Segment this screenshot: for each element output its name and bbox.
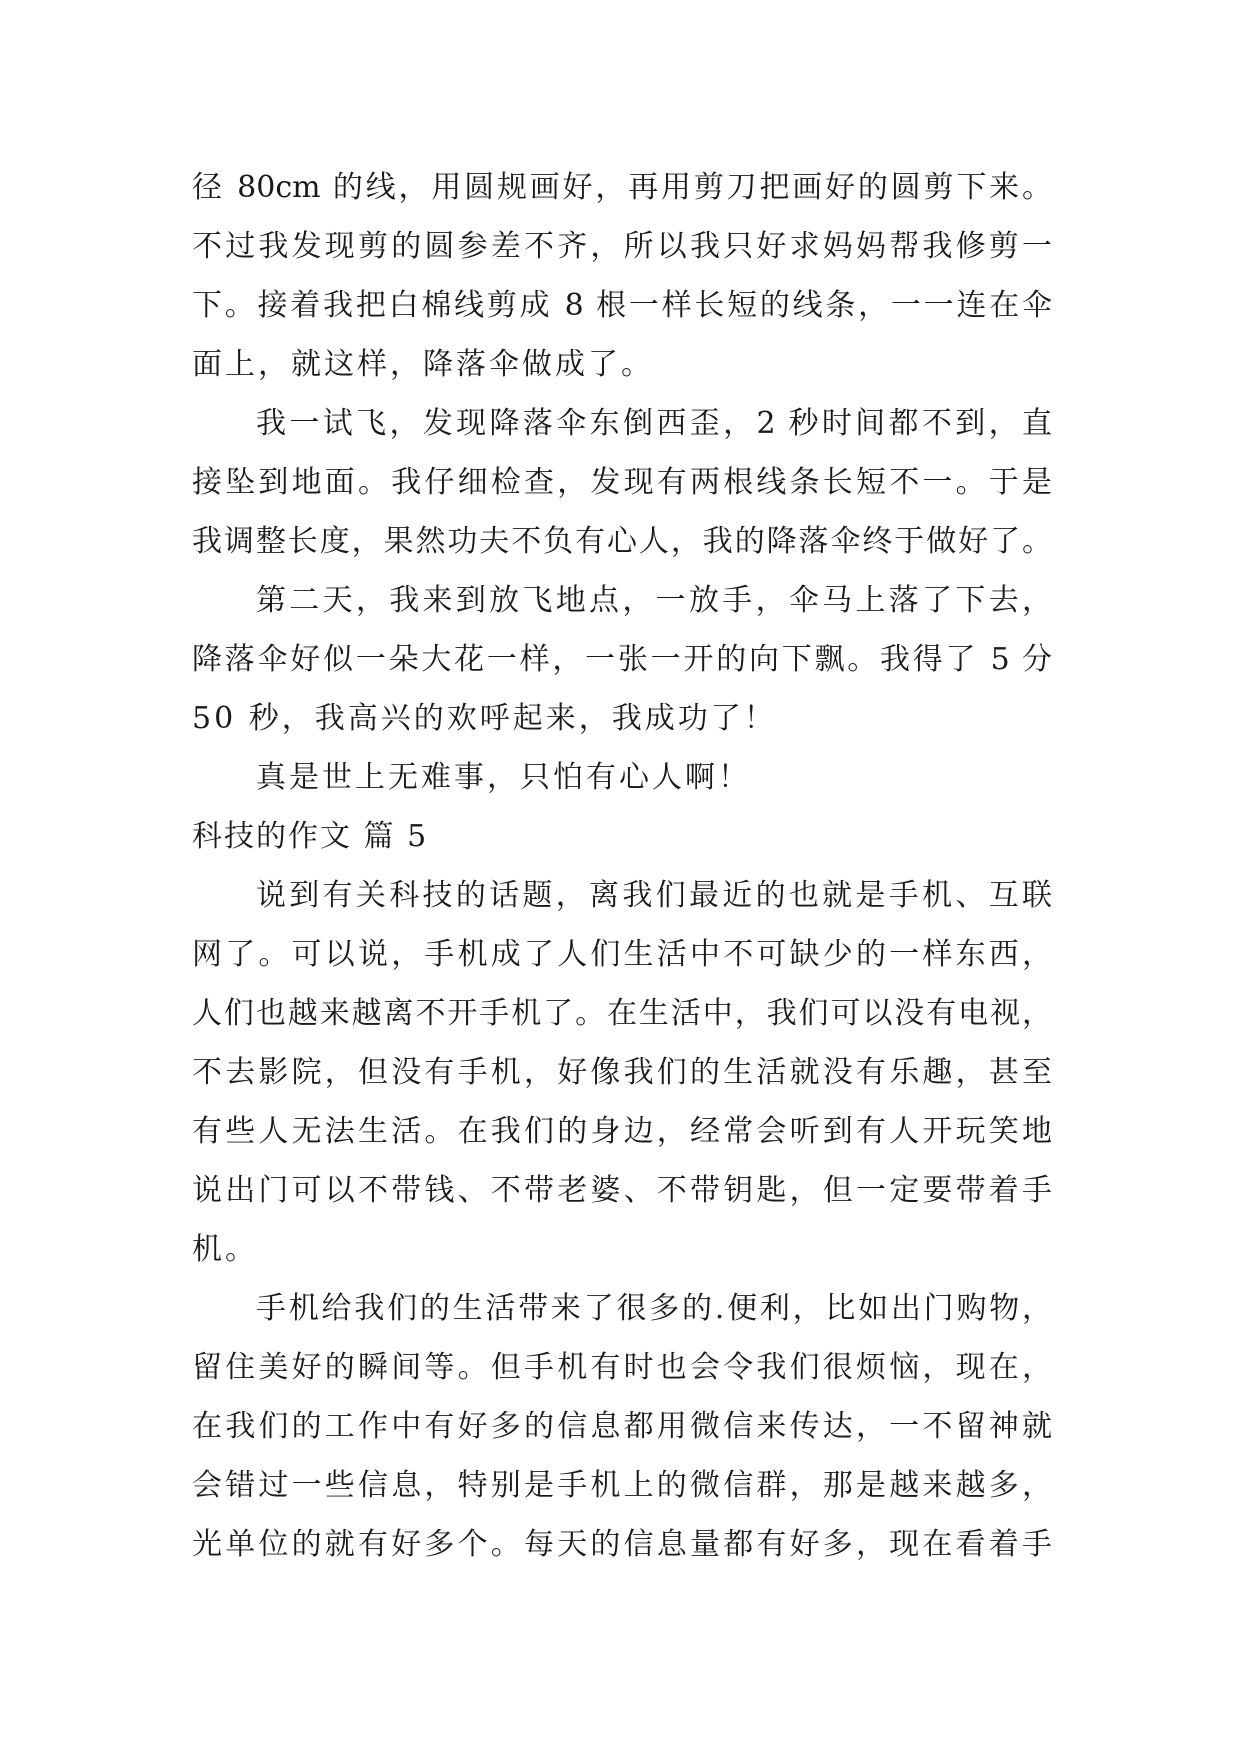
paragraph-start-line: 真是世上无难事，只怕有心人啊！ — [256, 760, 751, 795]
text-line: 面上，就这样，降落伞做成了。 — [192, 347, 654, 382]
text-line: 会错过一些信息，特别是手机上的微信群，那是越来越多， — [192, 1468, 1052, 1503]
text-line: 不过我发现剪的圆参差不齐，所以我只好求妈妈帮我修剪一 — [192, 229, 1052, 264]
text-line: 降落伞好似一朵大花一样，一张一开的向下飘。我得了 5 分 — [192, 642, 1052, 677]
text-line: 下。接着我把白棉线剪成 8 根一样长短的线条，一一连在伞 — [192, 288, 1052, 323]
text-line: 我调整长度，果然功夫不负有心人，我的降落伞终于做好了。 — [192, 524, 1052, 559]
text-line: 留住美好的瞬间等。但手机有时也会令我们很烦恼，现在， — [192, 1350, 1052, 1385]
text-line: 在我们的工作中有好多的信息都用微信来传达，一不留神就 — [192, 1409, 1052, 1444]
text-line: 径 80cm 的线，用圆规画好，再用剪刀把画好的圆剪下来。 — [192, 170, 1052, 205]
text-line: 有些人无法生活。在我们的身边，经常会听到有人开玩笑地 — [192, 1114, 1052, 1149]
text-line: 人们也越来越离不开手机了。在生活中，我们可以没有电视， — [192, 996, 1052, 1031]
paragraph-start-line: 手机给我们的生活带来了很多的.便利，比如出门购物， — [256, 1291, 1052, 1326]
text-line: 说出门可以不带钱、不带老婆、不带钥匙，但一定要带着手 — [192, 1173, 1052, 1208]
paragraph-start-line: 第二天，我来到放飞地点，一放手，伞马上落了下去， — [256, 583, 1052, 618]
text-line: 机。 — [192, 1232, 258, 1267]
text-line: 光单位的就有好多个。每天的信息量都有好多，现在看着手 — [192, 1527, 1052, 1562]
text-line: 接坠到地面。我仔细检查，发现有两根线条长短不一。于是 — [192, 465, 1052, 500]
document-body — [192, 158, 1052, 1574]
text-line: 不去影院，但没有手机，好像我们的生活就没有乐趣，甚至 — [192, 1055, 1052, 1090]
paragraph-start-line: 我一试飞，发现降落伞东倒西歪，2 秒时间都不到，直 — [256, 406, 1052, 441]
text-line: 网了。可以说，手机成了人们生活中不可缺少的一样东西， — [192, 937, 1052, 972]
paragraph-start-line: 说到有关科技的话题，离我们最近的也就是手机、互联 — [256, 878, 1052, 913]
text-line: 50 秒，我高兴的欢呼起来，我成功了！ — [192, 701, 777, 736]
section-heading: 科技的作文 篇 5 — [192, 819, 429, 854]
